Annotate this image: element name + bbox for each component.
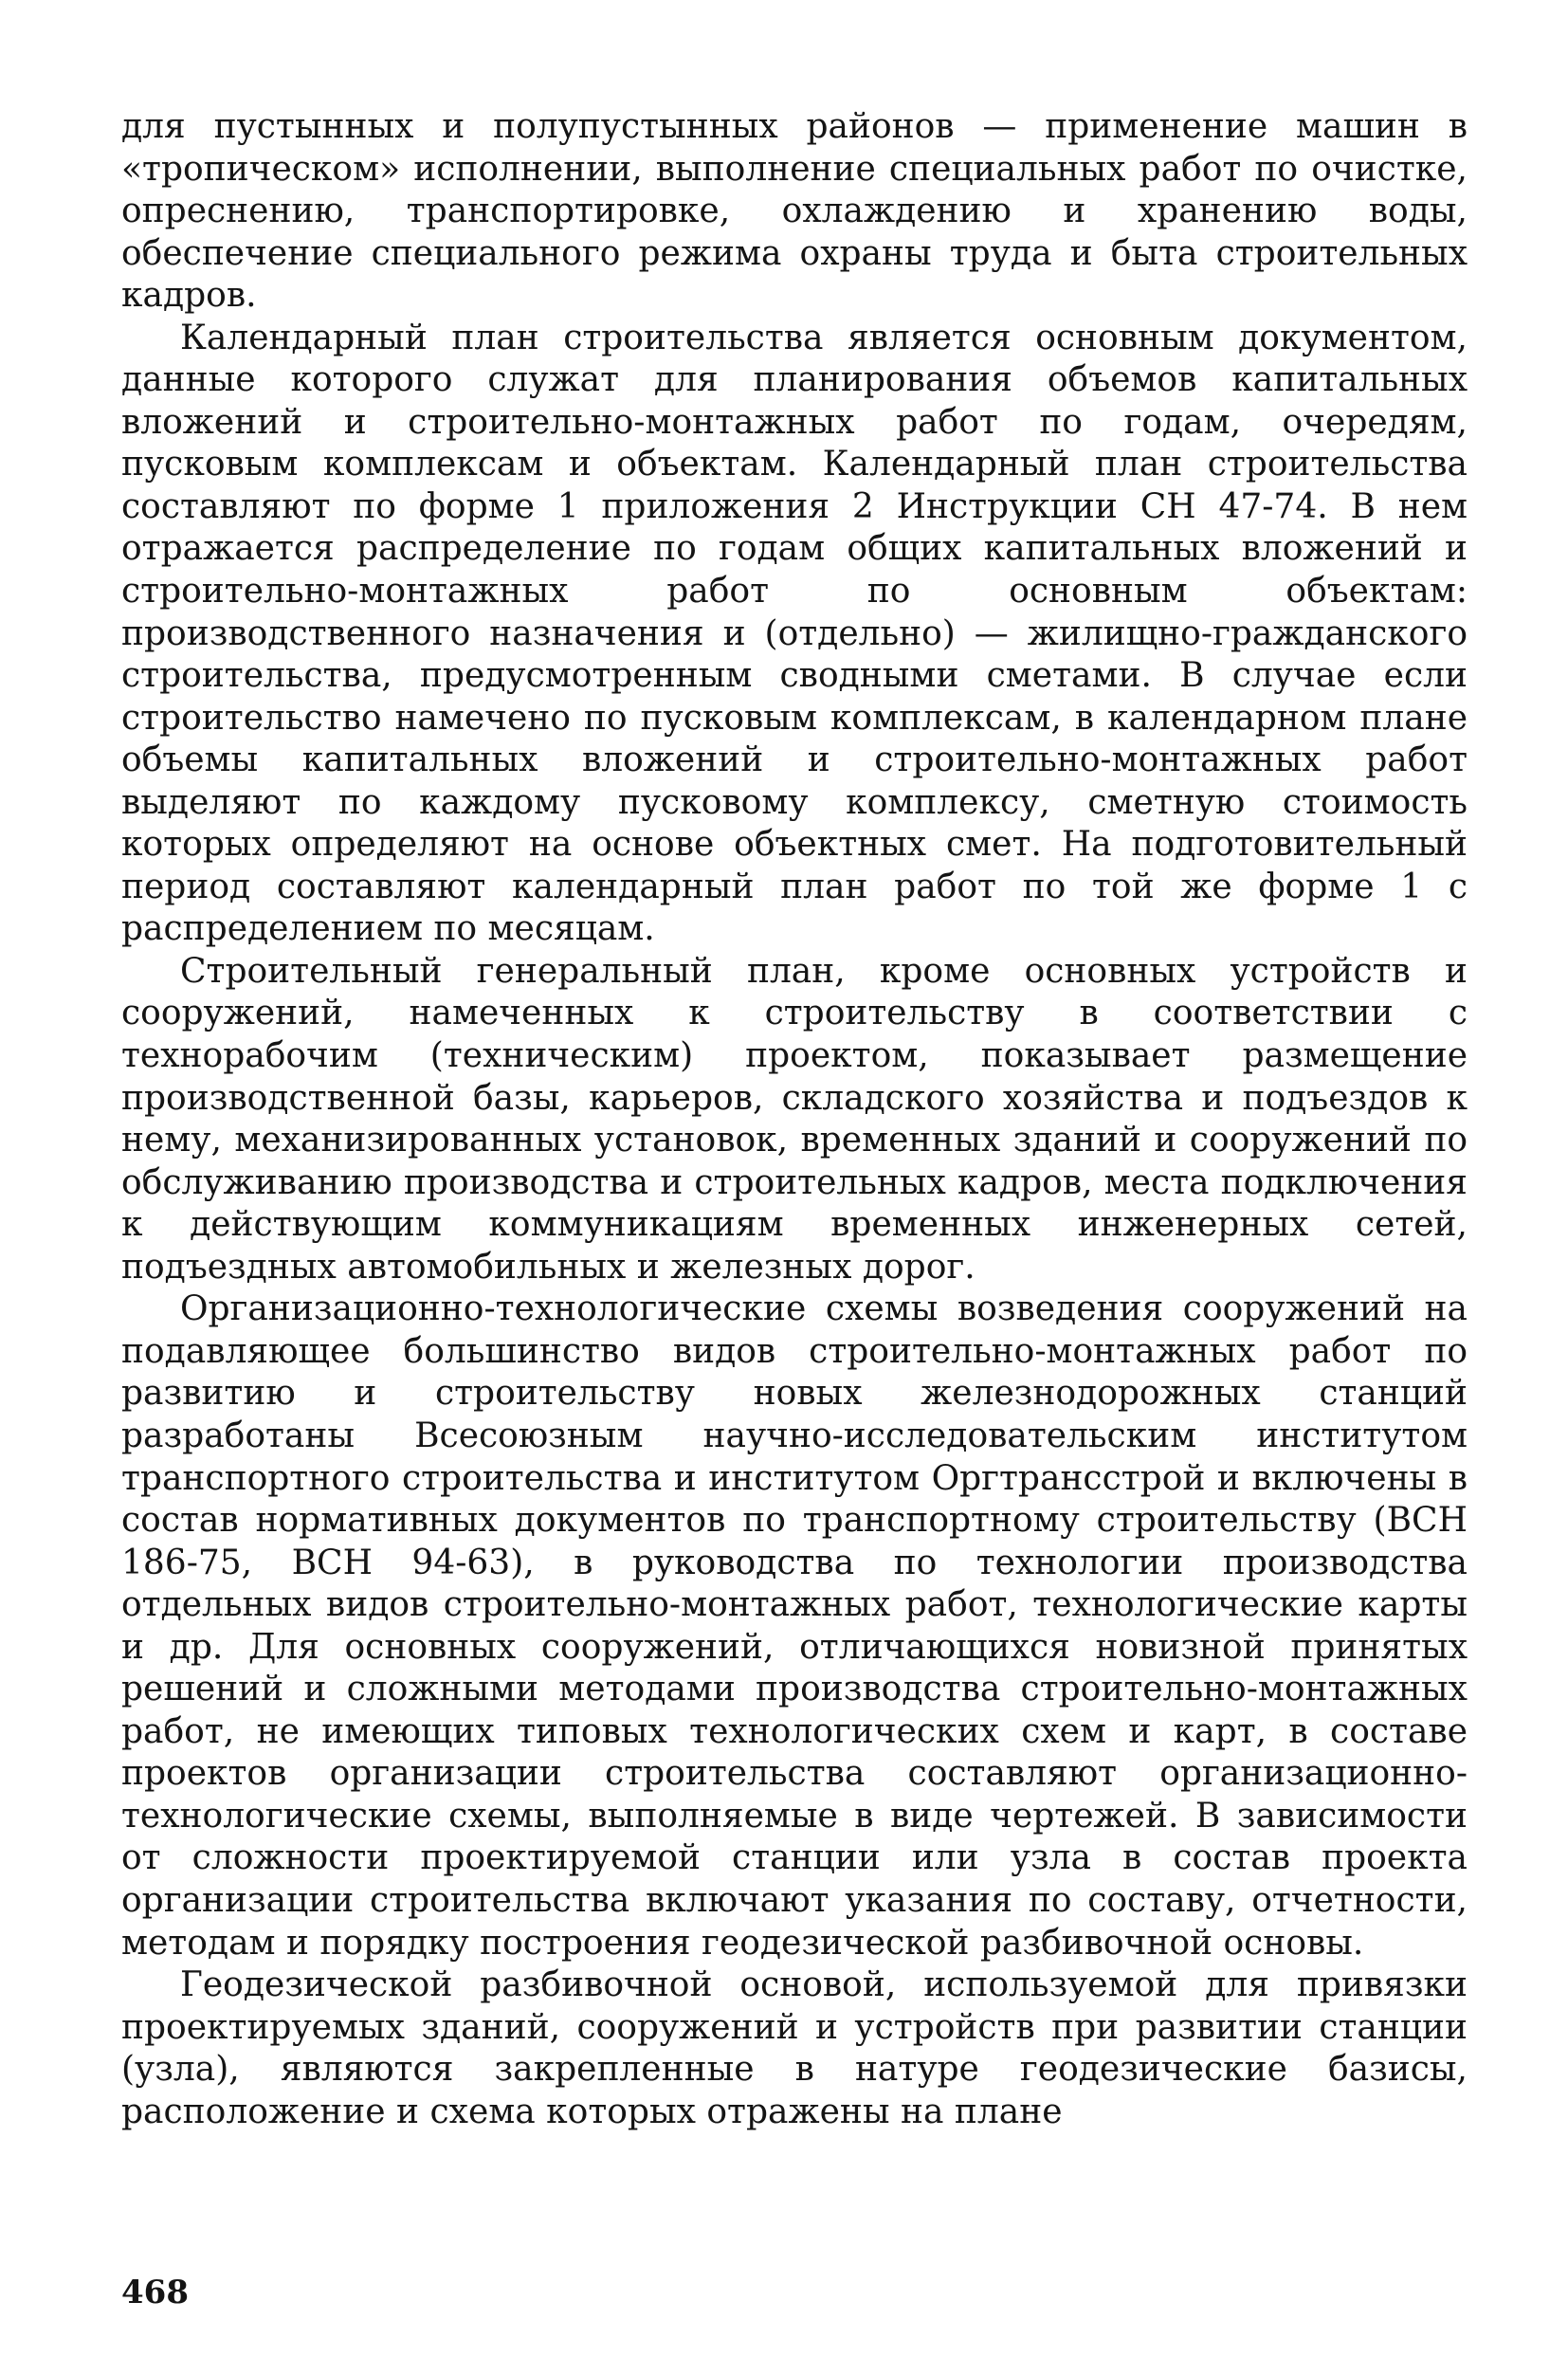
paragraph-calendar-plan: Календарный план строительства является основным документом, данные которого служат для планирования объемов капитальных вложений и строительно-монтажных работ по годам, очередям, пусковым комплексам и объектам. Календарный план строительства составляют по форме 1 приложения 2 Инструкции СН 47-74. В нем отражается распределение по годам общих капитальных вложений и строительно-монтажных работ по основным объектам: производственного назначения и (отдельно) — жилищно-гражданского строительства, предусмотренным сводными сметами. В случае если строительство намечено по пусковым комплексам, в календарном плане объемы капитальных вложений и строительно-монтажных работ выделяют по каждому пусковому комплексу, сметную стоимость которых определяют на основе объектных смет. На подготовительный период составляют календарный план работ по той же форме 1 с распределением по месяцам. xyxy=(121,318,1468,949)
paragraph-technological-schemes: Организационно-технологические схемы возведения сооружений на подавляющее большинство видов строительно-монтажных работ по развитию и строительству новых железнодорожных станций разработаны Всесоюзным научно-исследовательским институтом транспортного строительства и институтом Оргтрансстрой и включены в состав нормативных документов по транспортному строительству (ВСН 186-75, ВСН 94-63), в руководства по технологии производства отдельных видов строительно-монтажных работ, технологические карты и др. Для основных сооружений, отличающихся новизной принятых решений и сложными методами производства строительно-монтажных работ, не имеющих типовых технологических схем и карт, в составе проектов организации строительства составляют организационно-технологические схемы, выполняемые в виде чертежей. В зависимости от сложности проектируемой станции или узла в состав проекта организации строительства включают указания по составу, отчетности, методам и порядку построения геодезической разбивочной основы. xyxy=(121,1289,1468,1963)
page-body xyxy=(121,106,1468,2133)
page-number: 468 xyxy=(121,2274,189,2311)
paragraph-geodetic-base: Геодезической разбивочной основой, используемой для привязки проектируемых зданий, сооружений и устройств при развитии станции (узла), являются закрепленные в натуре геодезические базисы, расположение и схема которых отражены на плане xyxy=(121,1965,1468,2131)
paragraph-general-plan: Строительный генеральный план, кроме основных устройств и сооружений, намеченных к строительству в соответствии с технорабочим (техническим) проектом, показывает размещение производственной базы, карьеров, складского хозяйства и подъездов к нему, механизированных установок, временных зданий и сооружений по обслуживанию производства и строительных кадров, места подключения к действующим коммуникациям временных инженерных сетей, подъездных автомобильных и железных дорог. xyxy=(121,951,1468,1287)
paragraph-continuation: для пустынных и полупустынных районов — применение машин в «тропическом» исполнении, выполнение специальных работ по очистке, опреснению, транспортировке, охлаждению и хранению воды, обеспечение специального режима охраны труда и быта строительных кадров. xyxy=(121,107,1468,316)
